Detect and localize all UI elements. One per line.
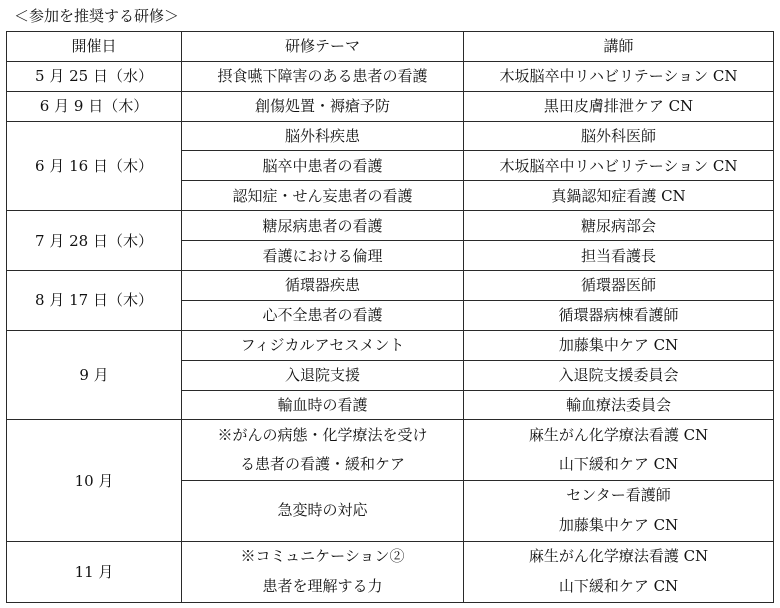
lecturer-line: 加藤集中ケア CN: [558, 516, 679, 535]
lecturer-line: 木坂脳卒中リハビリテーション CN: [499, 156, 738, 175]
lecturer-cell: [464, 241, 774, 271]
training-theme-line: フィジカルアセスメント: [240, 336, 405, 355]
lecturer-line: 入退院支援委員会: [558, 366, 679, 385]
training-theme-line: 看護における倫理: [262, 246, 383, 265]
lecturer-line: 木坂脳卒中リハビリテーション CN: [499, 67, 738, 86]
lecturer-cell: [464, 542, 774, 603]
training-theme-line: ※コミュニケーション②: [240, 547, 405, 566]
lecturer-cell: [464, 390, 774, 420]
lecturer-line: 加藤集中ケア CN: [558, 336, 679, 355]
lecturer-cell: [464, 151, 774, 181]
table-row: [7, 121, 774, 151]
lecturer-line: 山下緩和ケア CN: [558, 455, 679, 474]
table-row: [7, 420, 774, 450]
training-theme-line: 糖尿病患者の看護: [262, 216, 383, 235]
training-theme-line: 急変時の対応: [277, 501, 368, 520]
training-theme-cell: [182, 181, 464, 211]
training-theme-line: 脳外科疾患: [284, 127, 360, 146]
lecturer-cell: [464, 360, 774, 390]
schedule-body: [7, 61, 774, 602]
column-header-theme: 研修テーマ: [182, 32, 464, 62]
training-schedule-table: [6, 31, 774, 603]
session-date-cell: 6 月 16 日（木）: [7, 121, 182, 211]
table-row: [7, 330, 774, 360]
lecturer-cell: [464, 61, 774, 91]
training-theme-cell: [182, 61, 464, 91]
session-date-cell: 9 月: [7, 330, 182, 420]
training-theme-line: ※がんの病態・化学療法を受け: [217, 425, 428, 444]
session-date-cell: 6 月 9 日（木）: [7, 91, 182, 121]
lecturer-cell: [464, 420, 774, 481]
training-theme-cell: [182, 241, 464, 271]
lecturer-cell: [464, 300, 774, 330]
training-theme-line: 創傷処置・褥瘡予防: [254, 97, 390, 116]
training-theme-cell: [182, 390, 464, 420]
lecturer-line: 黒田皮膚排泄ケア CN: [543, 97, 694, 116]
lecturer-line: 糖尿病部会: [580, 216, 656, 235]
table-row: [7, 271, 774, 301]
training-theme-cell: [182, 211, 464, 241]
lecturer-line: 真鍋認知症看護 CN: [551, 186, 686, 205]
training-theme-cell: [182, 542, 464, 603]
lecturer-cell: [464, 330, 774, 360]
lecturer-cell: [464, 121, 774, 151]
session-date-cell: 7 月 28 日（木）: [7, 211, 182, 271]
lecturer-line: 担当看護長: [580, 246, 656, 265]
training-theme-line: 患者を理解する力: [262, 577, 383, 596]
header-row: [7, 32, 774, 62]
lecturer-line: 山下緩和ケア CN: [558, 577, 679, 596]
lecturer-cell: [464, 211, 774, 241]
training-theme-cell: [182, 91, 464, 121]
column-header-date: 開催日: [7, 32, 182, 62]
training-theme-line: る患者の看護・緩和ケア: [239, 455, 405, 474]
lecturer-line: 麻生がん化学療法看護 CN: [528, 547, 709, 566]
lecturer-line: センター看護師: [566, 486, 671, 505]
session-date-cell: 10 月: [7, 420, 182, 542]
training-theme-cell: [182, 151, 464, 181]
training-theme-line: 認知症・せん妄患者の看護: [232, 186, 413, 205]
training-theme-line: 摂食嚥下障害のある患者の看護: [217, 67, 428, 86]
session-date-cell: 11 月: [7, 542, 182, 603]
training-theme-cell: [182, 481, 464, 542]
table-row: [7, 211, 774, 241]
lecturer-line: 脳外科医師: [580, 127, 656, 146]
session-date-cell: 8 月 17 日（木）: [7, 271, 182, 331]
lecturer-line: 循環器病棟看護師: [558, 306, 679, 325]
lecturer-line: 循環器医師: [580, 276, 656, 295]
table-row: [7, 542, 774, 572]
lecturer-cell: [464, 481, 774, 542]
training-theme-cell: [182, 271, 464, 301]
lecturer-cell: [464, 181, 774, 211]
training-theme-cell: [182, 420, 464, 481]
training-theme-line: 循環器疾患: [284, 276, 360, 295]
training-theme-cell: [182, 300, 464, 330]
training-theme-line: 輸血時の看護: [277, 396, 368, 415]
training-theme-line: 脳卒中患者の看護: [262, 156, 383, 175]
training-theme-cell: [182, 360, 464, 390]
column-header-lecturer: 講師: [464, 32, 774, 62]
training-theme-line: 入退院支援: [284, 366, 360, 385]
lecturer-cell: [464, 271, 774, 301]
lecturer-line: 麻生がん化学療法看護 CN: [528, 425, 709, 444]
training-theme-cell: [182, 121, 464, 151]
training-theme-cell: [182, 330, 464, 360]
lecturer-cell: [464, 91, 774, 121]
session-date-cell: 5 月 25 日（水）: [7, 61, 182, 91]
training-theme-line: 心不全患者の看護: [262, 306, 383, 325]
table-row: [7, 61, 774, 91]
table-row: [7, 91, 774, 121]
table-caption: ＜参加を推奨する研修＞: [14, 7, 180, 25]
lecturer-line: 輸血療法委員会: [565, 396, 671, 415]
